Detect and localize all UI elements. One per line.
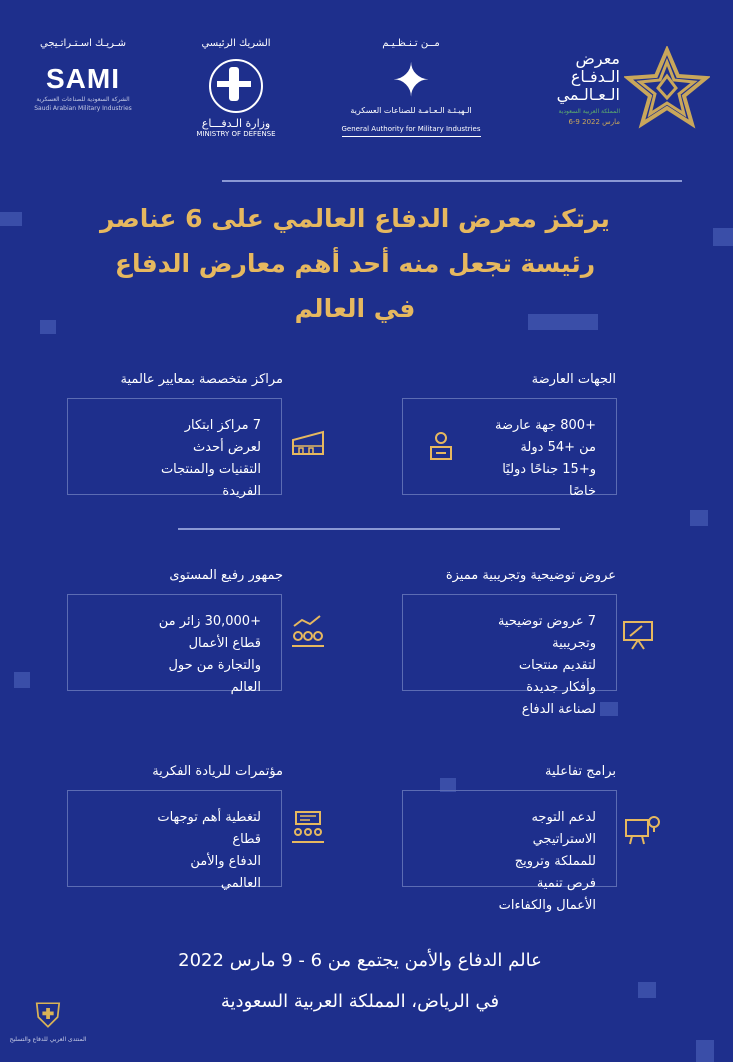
card-line: لتقديم منتجات وأفكار جديدة bbox=[518, 658, 596, 695]
footer-line: عالم الدفاع والأمن يجتمع من 6 - 9 مارس 2022 bbox=[178, 950, 542, 971]
card-line: الدفاع والأمن العالمي bbox=[190, 854, 261, 891]
card-line: +30,000 زائر من قطاع الأعمال bbox=[158, 614, 261, 651]
organizer bbox=[326, 38, 496, 137]
watermark bbox=[8, 996, 88, 1043]
organizer-caption: مــن تـنـظـيـم bbox=[382, 38, 440, 49]
footer-line: في الرياض، المملكة العربية السعودية bbox=[220, 991, 500, 1012]
card-line: لصناعة الدفاع bbox=[521, 702, 596, 717]
decor-square bbox=[0, 212, 22, 226]
card-text bbox=[483, 807, 596, 917]
event-logo-country: المملكة العربية السعودية bbox=[558, 108, 620, 115]
ministry-emblem-icon bbox=[209, 59, 263, 113]
card-text bbox=[148, 611, 261, 699]
exhibitors-title: الجهات العارضة bbox=[531, 372, 616, 387]
audience-card bbox=[67, 594, 282, 695]
card-line: و+15 جناحًا دوليًا خاصًا bbox=[502, 462, 596, 499]
event-logo-line3: الـعـالـمي bbox=[556, 85, 620, 104]
audience-growth-icon bbox=[290, 614, 326, 652]
forum-shield-icon: ⛨ bbox=[35, 996, 61, 1036]
strategic-partner-caption: شـريـك اسـتـراتـيجي bbox=[40, 38, 126, 49]
event-logo-line1: معرض bbox=[575, 49, 620, 68]
centers-title: مراكز متخصصة بمعايير عالمية bbox=[120, 372, 283, 387]
centers-card bbox=[67, 398, 282, 499]
card-line: +800 جهة عارضة bbox=[494, 418, 596, 433]
event-logo bbox=[530, 44, 710, 144]
conferences-card bbox=[67, 790, 282, 891]
card-line: الأعمال والكفاءات bbox=[498, 898, 596, 913]
sami-logo: SAMI bbox=[46, 63, 120, 94]
decor-square bbox=[14, 672, 30, 688]
main-partner bbox=[186, 38, 286, 139]
decor-square bbox=[638, 982, 656, 998]
divider-line bbox=[178, 528, 560, 530]
gami-name-ar: الـهيـئـة الـعـامـة للصناعات العسكرية bbox=[350, 106, 472, 115]
page-headline bbox=[100, 196, 610, 331]
gami-star-icon: ✦ bbox=[391, 53, 431, 107]
decor-square bbox=[600, 702, 618, 716]
presentation-board-icon bbox=[620, 618, 656, 656]
event-logo-line2: الـدفـاع bbox=[570, 67, 620, 86]
sami-subtitle-en: Saudi Arabian Military Industries bbox=[34, 105, 132, 112]
divider-line bbox=[222, 180, 682, 182]
gami-name-en: General Authority for Military Industries bbox=[342, 125, 481, 137]
headline-line: رئيسة تجعل منه أحد أهم معارض الدفاع bbox=[114, 249, 596, 278]
demos-card bbox=[402, 594, 617, 717]
watermark-caption: المنتدى العربي للدفاع والتسليح bbox=[9, 1036, 87, 1043]
card-line: والتجارة من حول العالم bbox=[168, 658, 261, 695]
decor-square bbox=[696, 1040, 714, 1062]
conferences-title: مؤتمرات للريادة الفكرية bbox=[152, 764, 283, 779]
card-line: من +54 دولة bbox=[520, 440, 596, 455]
event-footer bbox=[150, 940, 570, 1022]
card-line: لدعم التوجه الاستراتيجي bbox=[531, 810, 596, 847]
card-line: 7 مراكز ابتكار لعرض أحدث bbox=[184, 418, 261, 455]
card-text bbox=[483, 415, 596, 503]
main-partner-caption: الشريك الرئيسي bbox=[201, 38, 271, 49]
exhibitors-card bbox=[402, 398, 617, 499]
card-text bbox=[148, 415, 261, 503]
demos-title: عروض توضيحية وتجريبية مميزة bbox=[445, 568, 616, 583]
programs-card bbox=[402, 790, 617, 913]
strategic-partner bbox=[28, 38, 138, 113]
decor-square bbox=[690, 510, 708, 526]
event-logo-dates: 6-9 مارس 2022 bbox=[568, 118, 620, 126]
idea-screen-icon bbox=[624, 812, 660, 850]
ministry-name-ar: وزارة الـدفـــاع bbox=[201, 117, 271, 130]
conference-icon bbox=[290, 810, 326, 848]
card-line: لتغطية أهم توجهات قطاع bbox=[157, 810, 261, 847]
card-text bbox=[148, 807, 261, 895]
programs-title: برامج تفاعلية bbox=[545, 764, 616, 779]
exhibitor-booth-icon bbox=[423, 429, 459, 463]
ministry-name-en: MINISTRY OF DEFENSE bbox=[196, 130, 276, 138]
card-line: للمملكة وترويج فرص تنمية bbox=[514, 854, 596, 891]
decor-square bbox=[40, 320, 56, 334]
building-icon bbox=[290, 426, 326, 464]
headline-line: في العالم bbox=[294, 294, 416, 323]
event-star-logo-icon bbox=[624, 46, 710, 132]
headline-line: يرتكز معرض الدفاع العالمي على 6 عناصر bbox=[100, 204, 610, 233]
card-line: 7 عروض توضيحية وتجريبية bbox=[497, 614, 596, 651]
sami-subtitle-ar: الشركة السعودية للصناعات العسكرية bbox=[36, 96, 130, 103]
decor-square bbox=[713, 228, 733, 246]
card-line: التقنيات والمنتجات الفريدة bbox=[160, 462, 261, 499]
card-text bbox=[483, 611, 596, 721]
audience-title: جمهور رفيع المستوى bbox=[169, 568, 283, 583]
